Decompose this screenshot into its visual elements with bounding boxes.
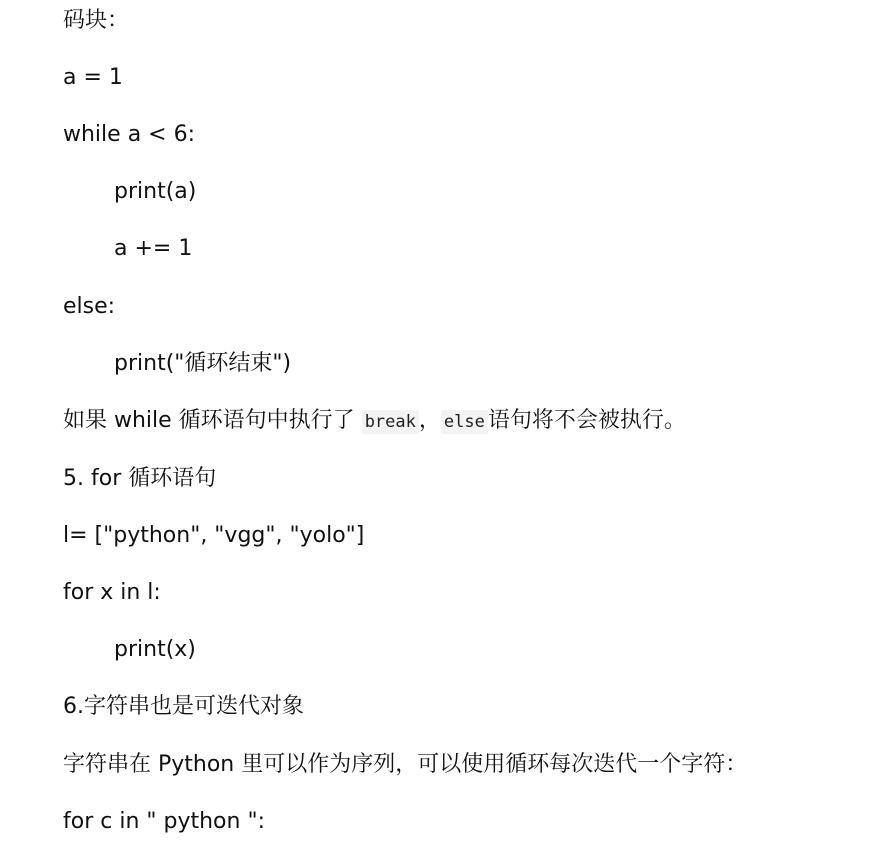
- code-line: else:: [63, 294, 116, 319]
- code-line: for c in " python ":: [63, 809, 265, 834]
- code-line: while a < 6:: [63, 122, 195, 147]
- code-line: a += 1: [114, 236, 193, 261]
- code-line: print(x): [114, 637, 196, 662]
- code-line: for x in l:: [63, 580, 161, 605]
- paragraph-text: 如果 while 循环语句中执行了: [63, 408, 362, 433]
- paragraph-text: 语句将不会被执行。: [487, 408, 686, 433]
- paragraph-text: ，: [418, 408, 441, 433]
- paragraph-break-else: [63, 406, 686, 437]
- inline-code-else: else: [441, 410, 488, 434]
- section-heading: 6.字符串也是可迭代对象: [63, 694, 304, 719]
- code-line: a = 1: [63, 65, 123, 90]
- section-heading: 5. for 循环语句: [63, 466, 217, 491]
- code-line: l= ["python", "vgg", "yolo"]: [63, 523, 365, 548]
- paragraph-text: 字符串在 Python 里可以作为序列，可以使用循环每次迭代一个字符：: [63, 752, 748, 777]
- code-line: print(a): [114, 179, 197, 204]
- code-line: print("循环结束"): [114, 351, 292, 376]
- text-line: 码块：: [63, 8, 130, 33]
- inline-code-break: break: [362, 410, 419, 434]
